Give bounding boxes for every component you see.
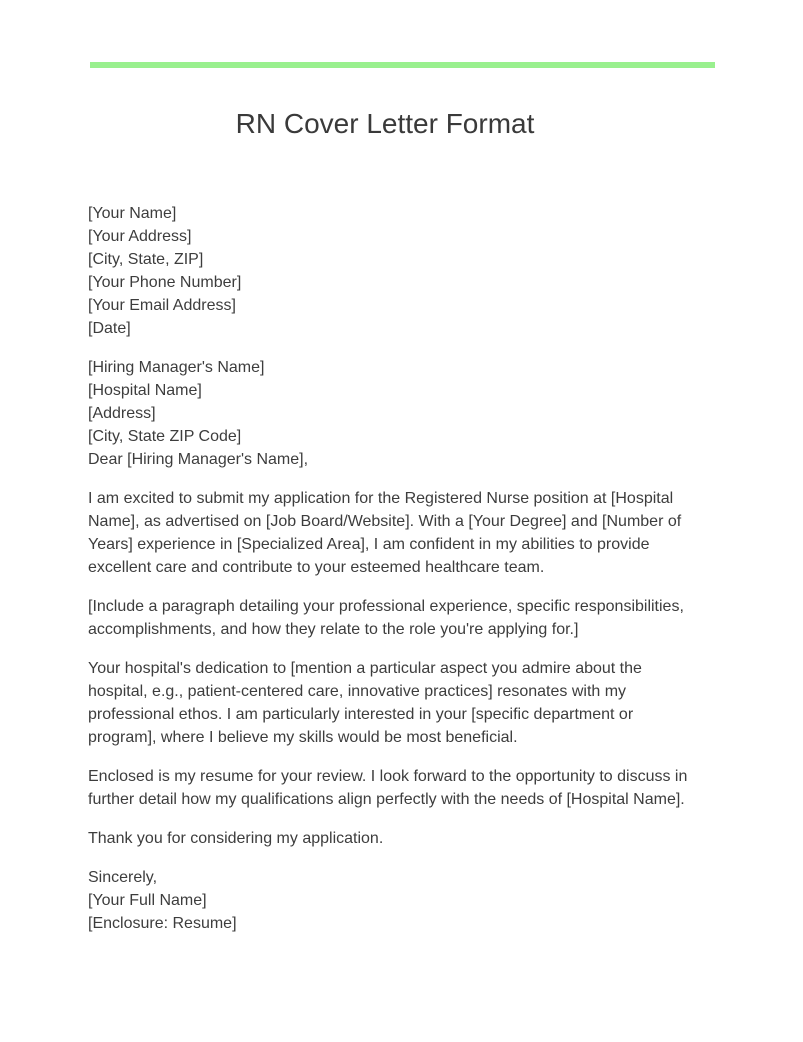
sender-city-state-zip: [City, State, ZIP] <box>88 251 204 268</box>
sender-address: [Your Address] <box>88 228 192 245</box>
sender-email: [Your Email Address] <box>88 297 236 314</box>
closing-valediction: Sincerely, <box>88 869 158 886</box>
recipient-name: [Hiring Manager's Name] <box>88 359 265 376</box>
top-accent-rule <box>90 62 715 68</box>
paragraph-enclosure: Enclosed is my resume for your review. I look forward to the opportunity to discuss in further detail how my qualifications align perfectly with the needs of [Hospital Name]. <box>88 768 688 808</box>
letter-date: [Date] <box>88 320 131 337</box>
sender-phone: [Your Phone Number] <box>88 274 242 291</box>
recipient-city-state-zip: [City, State ZIP Code] <box>88 428 242 445</box>
closing-enclosure: [Enclosure: Resume] <box>88 915 237 932</box>
letter-body <box>88 202 698 951</box>
paragraph-thanks: Thank you for considering my application. <box>88 830 384 847</box>
closing-block <box>88 866 698 935</box>
recipient-hospital: [Hospital Name] <box>88 382 202 399</box>
page-title: RN Cover Letter Format <box>235 108 535 139</box>
paragraph-experience: [Include a paragraph detailing your professional experience, specific responsibilities, accomplishments, and how they relate to the role you're applying for.] <box>88 598 684 638</box>
recipient-block <box>88 356 698 471</box>
sender-name: [Your Name] <box>88 205 177 222</box>
recipient-address: [Address] <box>88 405 156 422</box>
sender-block <box>88 202 698 340</box>
closing-full-name: [Your Full Name] <box>88 892 207 909</box>
salutation: Dear [Hiring Manager's Name], <box>88 451 309 468</box>
paragraph-introduction: I am excited to submit my application for the Registered Nurse position at [Hospital Name], as advertised on [Job Board/Website]. With a [Your Degree] and [Number of Years] experience in [Specialized Area], I am confident in my abilities to provide excellent care and contribute to your esteemed healthcare team. <box>88 490 682 576</box>
paragraph-hospital-fit: Your hospital's dedication to [mention a particular aspect you admire about the hospital, e.g., patient-centered care, innovative practices] resonates with my professional ethos. I am particularly interested in your [specific department or program], where I believe my skills would be most beneficial. <box>88 660 642 746</box>
